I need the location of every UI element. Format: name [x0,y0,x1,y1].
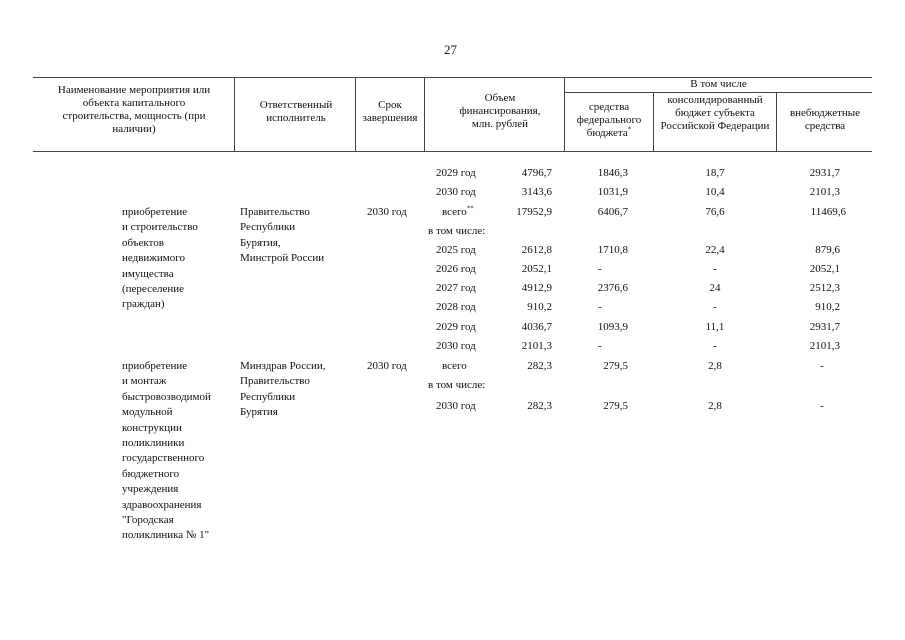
regional-cell: 2,8 [708,360,722,372]
year-cell: 2030 год [436,340,476,352]
federal-cell: 6406,7 [597,206,628,218]
col-divider [234,77,235,151]
federal-cell: - [598,301,602,313]
header-federal [566,101,652,140]
year-cell: 2029 год [436,321,476,333]
extra-cell: 2101,3 [809,340,840,352]
extra-cell: 2101,3 [809,186,840,198]
extra-cell: 2052,1 [809,263,840,275]
federal-cell: 2376,6 [597,282,628,294]
federal-cell: 1093,9 [597,321,628,333]
including-label: в том числе: [428,379,486,391]
regional-cell: 10,4 [705,186,725,198]
extra-cell: 2931,7 [809,167,840,179]
header-bottom-rule [33,151,872,152]
regional-cell: - [713,340,717,352]
block2-name: приобретение и монтаж быстровозводимой модульной конструкции поликлиники государственного бюджетного учреждения здравоохранения "Городская поликлиника № 1" [122,360,211,542]
extra-cell: 879,6 [815,244,840,256]
year-cell: 2027 год [436,282,476,294]
extra-cell: 11469,6 [810,206,846,218]
total-cell: 282,3 [527,400,552,412]
header-deadline: Срок завершения [362,99,418,124]
header-executor: Ответственный исполнитель [259,99,333,124]
total-cell: 17952,9 [516,206,552,218]
year-cell: 2030 год [436,186,476,198]
extra-cell: 910,2 [815,301,840,313]
header-federal-text: средства федерального бюджета [576,101,642,139]
block1-deadline: 2030 год [367,206,407,218]
regional-cell: 2,8 [708,400,722,412]
federal-cell: - [598,340,602,352]
regional-cell: 11,1 [705,321,725,333]
col-divider [355,77,356,151]
col-divider [653,92,654,151]
extra-cell: 2931,7 [809,321,840,333]
including-label: в том числе: [428,225,486,237]
total-cell: 2612,8 [521,244,552,256]
federal-cell: 1846,3 [597,167,628,179]
federal-cell: 1031,9 [597,186,628,198]
federal-cell: 279,5 [603,360,628,372]
page-number: 27 [444,42,457,57]
header-federal-mark: * [627,125,632,134]
block2-deadline: 2030 год [367,360,407,372]
year-cell: 2029 год [436,167,476,179]
federal-cell: - [598,263,602,275]
total-cell: 4912,9 [521,282,552,294]
federal-cell: 279,5 [603,400,628,412]
total-cell: 4796,7 [521,167,552,179]
header-sub-rule [565,92,872,93]
total-cell: 2052,1 [521,263,552,275]
regional-cell: - [713,301,717,313]
total-cell: 2101,3 [521,340,552,352]
total-label: всего [442,360,467,372]
total-footnote-mark: ** [466,204,474,213]
regional-cell: 22,4 [705,244,725,256]
total-cell: 4036,7 [521,321,552,333]
header-volume: Объем финансирования, млн. рублей [459,92,541,130]
year-cell: 2025 год [436,244,476,256]
header-regional: консолидированный бюджет субъекта Российской Федерации [660,94,770,132]
block2-executor: Минздрав России, Правительство Республики Бурятия [240,360,326,419]
federal-cell: 1710,8 [597,244,628,256]
col-divider [776,92,777,151]
extra-cell: 2512,3 [809,282,840,294]
block1-name: приобретение и строительство объектов недвижимого имущества (переселение граждан) [122,206,198,311]
header-including: В том числе [690,78,747,90]
year-cell: 2030 год [436,400,476,412]
regional-cell: 18,7 [705,167,725,179]
regional-cell: 24 [709,282,721,294]
total-label: всего** [442,204,474,218]
regional-cell: 76,6 [705,206,725,218]
total-cell: 3143,6 [521,186,552,198]
block1-executor: Правительство Республики Бурятия, Минстрой России [240,206,325,265]
header-name: Наименование мероприятия или объекта капитального строительства, мощность (при наличии) [57,84,211,135]
regional-cell: - [713,263,717,275]
header-extra: внебюджетные средства [789,107,861,132]
extra-cell: - [820,400,824,412]
col-divider [424,77,425,151]
year-cell: 2028 год [436,301,476,313]
total-cell: 910,2 [527,301,552,313]
year-cell: 2026 год [436,263,476,275]
total-cell: 282,3 [527,360,552,372]
extra-cell: - [820,360,824,372]
